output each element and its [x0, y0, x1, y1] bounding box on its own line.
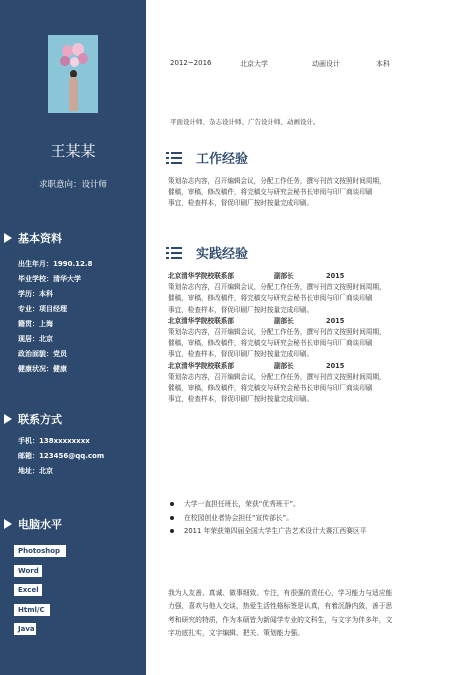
- entry-header: 北京清华学院校联系部 副部长 2015: [168, 316, 345, 325]
- edu-major: 动画设计: [312, 60, 340, 68]
- info-item: 学历：本科: [18, 290, 53, 298]
- skill-label: Html/C: [18, 605, 45, 614]
- info-item: 政治面貌：党员: [18, 350, 67, 358]
- self-evaluation: [168, 587, 468, 641]
- text-line: 催稿，审稿，修改稿件，将完稿交与研究会秘书长审阅与印厂商谈印刷: [168, 339, 373, 348]
- entry-header: 北京清华学院校联系部 副部长 2015: [168, 361, 345, 370]
- entry-header: 北京清华学院校联系部 副部长 2015: [168, 272, 345, 280]
- text-line: 事宜，检查样本，督促印刷厂按时按量完成印刷。: [168, 199, 314, 208]
- sidebar: [0, 0, 146, 675]
- edu-school: 北京大学: [240, 60, 268, 68]
- info-item: 专业：项目经理: [18, 305, 67, 313]
- phone: 手机：138xxxxxxxx: [18, 437, 90, 445]
- practice-heading: 实践经验: [166, 243, 248, 262]
- skill-label: Photoshop: [18, 547, 61, 555]
- profile-photo: [48, 35, 98, 113]
- skill-label: Excel: [18, 586, 39, 594]
- award-item: 在校园创业者协会担任“宣传部长”。: [170, 512, 367, 526]
- info-item: 籍贯：上海: [18, 320, 53, 328]
- text-line: 催稿，审稿，修改稿件，将完稿交与研究会秘书长审阅与印厂商谈印刷: [168, 383, 373, 392]
- text-line: 催稿，审稿，修改稿件，将完稿交与研究会秘书长审阅与印厂商谈印刷: [168, 294, 373, 303]
- text-line: 策划杂志内容，召开编辑会议，分配工作任务，撰写刊首文按照时间周期，: [168, 283, 386, 292]
- info-item: 毕业学校：清华大学: [18, 275, 81, 283]
- contact-heading: 联系方式: [4, 411, 62, 427]
- skill-label: Word: [18, 566, 39, 575]
- triangle-icon: [4, 519, 12, 529]
- text-line: 事宜，检查样本，督促印刷厂按时按量完成印刷。: [168, 350, 314, 359]
- profile-name: 王某某: [50, 142, 96, 160]
- info-item: 健康状况：健康: [18, 365, 67, 373]
- edu-degree: 本科: [376, 60, 390, 68]
- text-line: 事宜，检查样本，督促印刷厂按时按量完成印刷。: [168, 395, 314, 404]
- edu-period: 2012~2016: [170, 59, 212, 67]
- list-icon: [166, 247, 182, 259]
- triangle-icon: [4, 414, 12, 424]
- practice-entries: [168, 271, 468, 405]
- job-intention: 求职意向：设计师: [38, 180, 107, 190]
- work-heading: 工作经验: [166, 148, 248, 167]
- main-content: [146, 0, 476, 675]
- award-item: 大学一直担任班长，荣获“优秀班干”。: [170, 498, 367, 512]
- email: 邮箱：123456@qq.com: [18, 452, 105, 460]
- info-item: 现居：北京: [18, 335, 53, 343]
- award-item: 2011 年荣获第四届全国大学生广告艺术设计大赛江西赛区平: [170, 525, 367, 539]
- text-line: 策划杂志内容，召开编辑会议，分配工作任务，撰写刊首文按照时间周期，: [168, 177, 386, 185]
- work-description: [168, 176, 468, 210]
- basic-info-list: [18, 257, 92, 377]
- info-item: 出生年月：1990.12.8: [18, 260, 93, 268]
- contact-list: [18, 434, 104, 479]
- text-line: 力强，喜欢与他人交谈，热爱生活性格标签是认真，有着沉静内敛，善于思: [168, 602, 393, 611]
- courses: 平面设计师、杂志设计师、广告设计师、动画设计。: [170, 118, 320, 126]
- text-line: 我为人友善、真诚、做事细致、专注，有很强的责任心，学习能力与适应能: [168, 589, 393, 597]
- computer-skills-heading: 电脑水平: [4, 516, 62, 532]
- text-line: 字功底扎实，文字编辑、把关、策划能力强。: [168, 629, 304, 638]
- address: 地址：北京: [18, 467, 53, 475]
- text-line: 策划杂志内容，召开编辑会议，分配工作任务，撰写刊首文按照时间周期，: [168, 372, 386, 381]
- skill-label: Java: [18, 625, 35, 633]
- text-line: 催稿，审稿，修改稿件，将完稿交与研究会秘书长审阅与印厂商谈印刷: [168, 188, 373, 197]
- list-icon: [166, 152, 182, 164]
- triangle-icon: [4, 233, 12, 243]
- awards-list: [170, 498, 367, 539]
- basic-info-heading: 基本资料: [4, 230, 62, 246]
- text-line: 考和研究的特质，作为本硕皆为新闻学专业的文科生，与文字为伴多年，文: [168, 615, 393, 624]
- text-line: 事宜，检查样本，督促印刷厂按时按量完成印刷。: [168, 305, 314, 314]
- text-line: 策划杂志内容，召开编辑会议，分配工作任务，撰写刊首文按照时间周期，: [168, 327, 386, 336]
